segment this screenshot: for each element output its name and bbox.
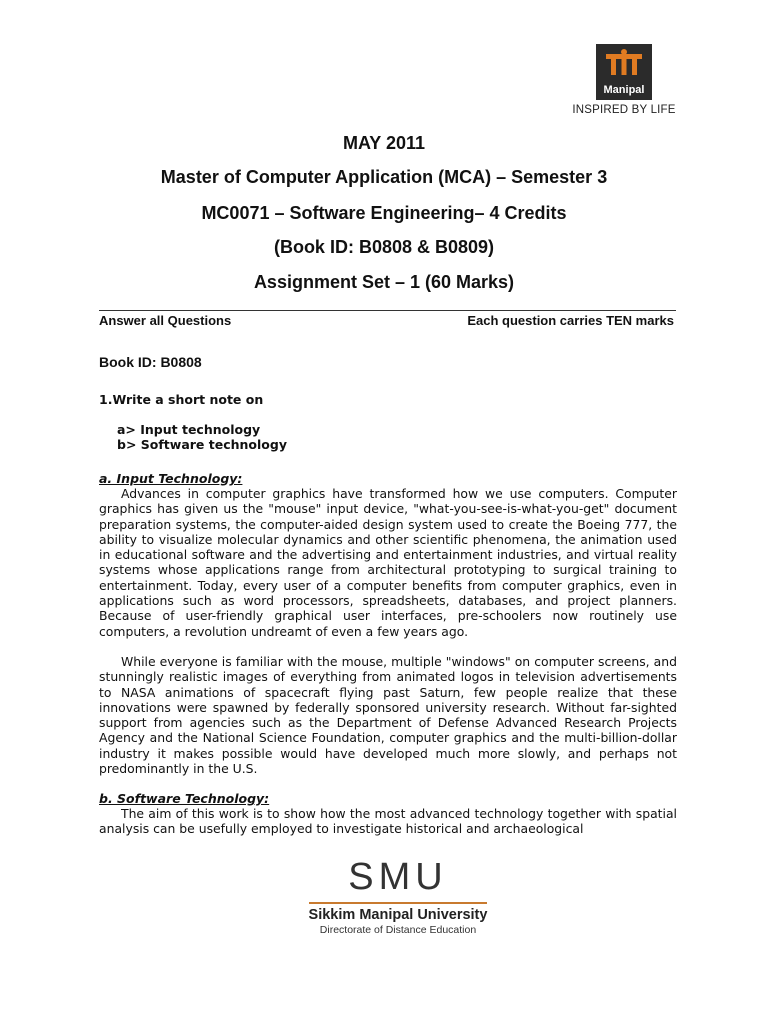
manipal-emblem-icon	[596, 44, 652, 100]
manipal-logo	[568, 44, 680, 116]
question-option-a: a> Input technology	[117, 422, 261, 437]
instructions-left: Answer all Questions	[99, 313, 232, 328]
smu-rule	[309, 902, 487, 904]
section-b-title: b. Software Technology:	[99, 791, 270, 806]
logo-tagline: INSPIRED BY LIFE	[572, 104, 676, 116]
smu-name: Sikkim Manipal University	[308, 907, 488, 923]
divider	[99, 310, 676, 311]
section-a-title: a. Input Technology:	[99, 471, 243, 486]
question-1: 1.Write a short note on	[99, 392, 264, 407]
instructions-right: Each question carries TEN marks	[467, 313, 674, 328]
section-a-paragraph-1: Advances in computer graphics have transformed how we use computers. Computer graphics has given us the "mouse" input device, "what-you-see-is-what-you-get" document preparation systems, the computer-aided design system used to create the Boeing 777, the ability to visualize molecular dynamics and other scientific phenomena, the animation used in educational software and the advertising and entertainment industries, and virtual reality systems whose applications range from architectural prototyping to surgical training to entertainment. Today, every user of a computer benefits from computer graphics, even in applications such as word processors, spreadsheets, databases, and project planners. Because of user-friendly graphical user interfaces, pre-schoolers now routinely use computers, a revolution undreamt of even a few years ago.	[99, 486, 677, 639]
heading-course: MC0071 – Software Engineering– 4 Credits	[201, 203, 567, 223]
book-id: Book ID: B0808	[99, 354, 202, 370]
heading-assignment: Assignment Set – 1 (60 Marks)	[253, 272, 515, 292]
smu-acronym: SMU	[348, 856, 448, 898]
heading-program: Master of Computer Application (MCA) – Semester 3	[160, 167, 608, 187]
question-option-b: b> Software technology	[117, 437, 287, 452]
section-b-paragraph-1: The aim of this work is to show how the most advanced technology together with spatial analysis can be usefully employed to investigate historical and archaeological	[99, 806, 677, 837]
section-a-paragraph-2: While everyone is familiar with the mouse, multiple "windows" on computer screens, and stunningly realistic images of everything from animated logos in television advertisements to NASA animations of spacecraft flying past Saturn, few people realize that these innovations were spawned by federally sponsored university research. Without far-sighted support from agencies such as the Department of Defense Advanced Research Projects Agency and the National Science Foundation, computer graphics and the multi-billion-dollar industry it makes possible would have developed much more slowly, and perhaps not predominantly in the U.S.	[99, 654, 677, 777]
heading-book: (Book ID: B0808 & B0809)	[273, 237, 495, 257]
heading-month: MAY 2011	[342, 133, 426, 153]
logo-word: Manipal	[603, 84, 645, 96]
smu-subtitle: Directorate of Distance Education	[319, 924, 477, 936]
smu-footer-logo	[300, 856, 496, 936]
